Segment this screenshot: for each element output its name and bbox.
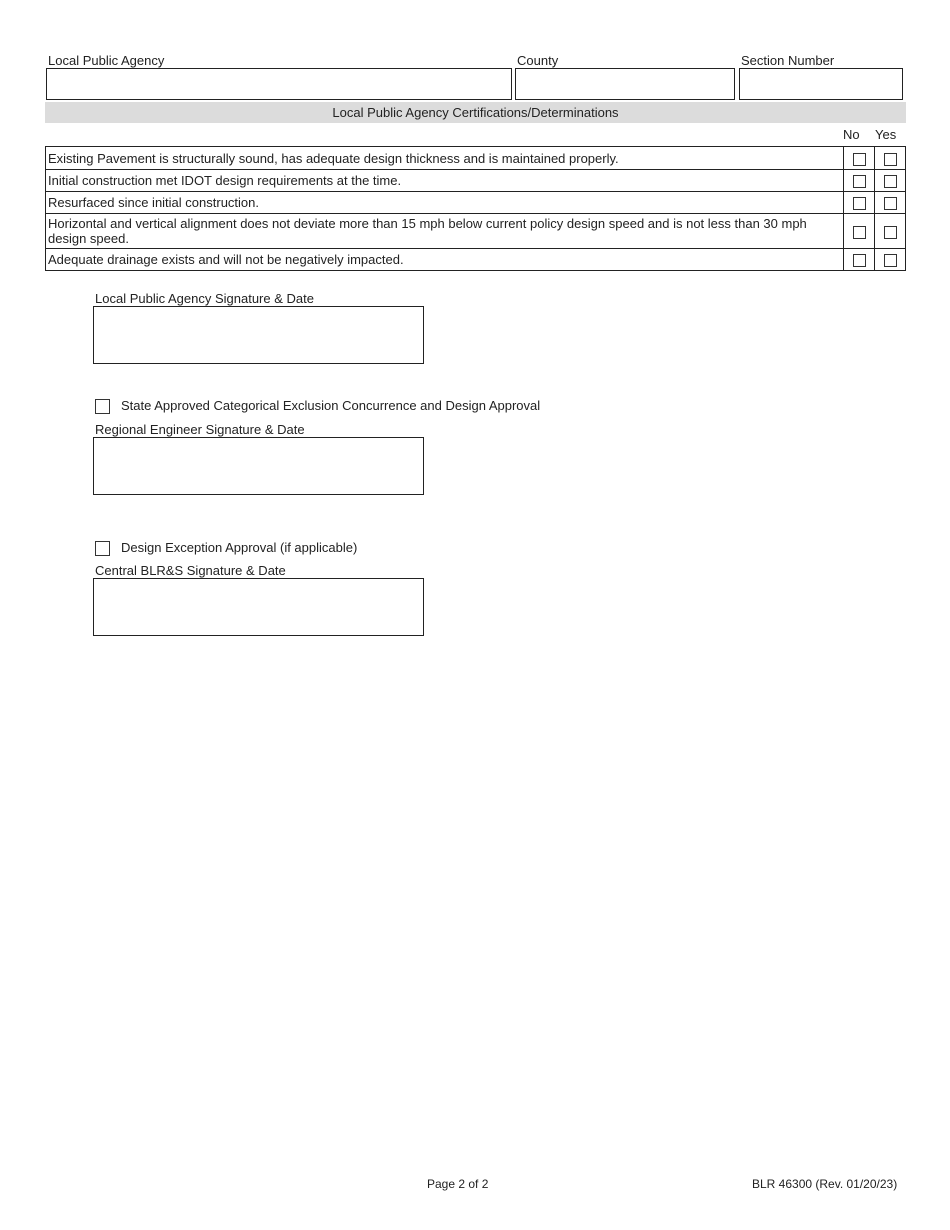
state-approval-label: State Approved Categorical Exclusion Concurrence and Design Approval (121, 398, 541, 413)
no-checkbox[interactable] (853, 153, 866, 166)
yes-checkbox[interactable] (884, 175, 897, 188)
table-row (46, 147, 906, 170)
no-checkbox[interactable] (853, 175, 866, 188)
column-header-yes: Yes (875, 127, 897, 142)
table-row (46, 170, 906, 192)
design-exception-checkbox[interactable] (95, 541, 110, 556)
certification-text: Initial construction met IDOT design requirements at the time. (46, 170, 844, 192)
central-signature-label: Central BLR&S Signature & Date (95, 563, 286, 578)
agency-input[interactable] (46, 68, 512, 100)
lpa-signature-label: Local Public Agency Signature & Date (95, 291, 314, 306)
yes-checkbox[interactable] (884, 197, 897, 210)
agency-label: Local Public Agency (48, 53, 165, 68)
county-label: County (517, 53, 559, 68)
section-number-label: Section Number (741, 53, 835, 68)
table-row (46, 192, 906, 214)
certification-text: Adequate drainage exists and will not be negatively impacted. (46, 249, 844, 271)
no-checkbox[interactable] (853, 226, 866, 239)
state-approval-checkbox[interactable] (95, 399, 110, 414)
page-number: Page 2 of 2 (427, 1177, 489, 1191)
regional-signature-field[interactable] (93, 437, 424, 495)
no-checkbox[interactable] (853, 254, 866, 267)
design-exception-label: Design Exception Approval (if applicable) (121, 540, 358, 555)
form-id: BLR 46300 (Rev. 01/20/23) (752, 1177, 898, 1191)
county-input[interactable] (515, 68, 735, 100)
certifications-title: Local Public Agency Certifications/Determinations (45, 102, 906, 123)
central-signature-field[interactable] (93, 578, 424, 636)
regional-signature-label: Regional Engineer Signature & Date (95, 422, 305, 437)
yes-checkbox[interactable] (884, 153, 897, 166)
no-checkbox[interactable] (853, 197, 866, 210)
certification-text: Horizontal and vertical alignment does not deviate more than 15 mph below current policy design speed and is not less than 30 mph design speed. (46, 214, 844, 249)
table-row (46, 249, 906, 271)
yes-checkbox[interactable] (884, 254, 897, 267)
table-row (46, 214, 906, 249)
lpa-signature-field[interactable] (93, 306, 424, 364)
section-number-input[interactable] (739, 68, 903, 100)
yes-checkbox[interactable] (884, 226, 897, 239)
certification-text: Resurfaced since initial construction. (46, 192, 844, 214)
certifications-table (45, 146, 906, 271)
column-header-no: No (843, 127, 860, 142)
certification-text: Existing Pavement is structurally sound, has adequate design thickness and is maintained properly. (46, 147, 844, 170)
